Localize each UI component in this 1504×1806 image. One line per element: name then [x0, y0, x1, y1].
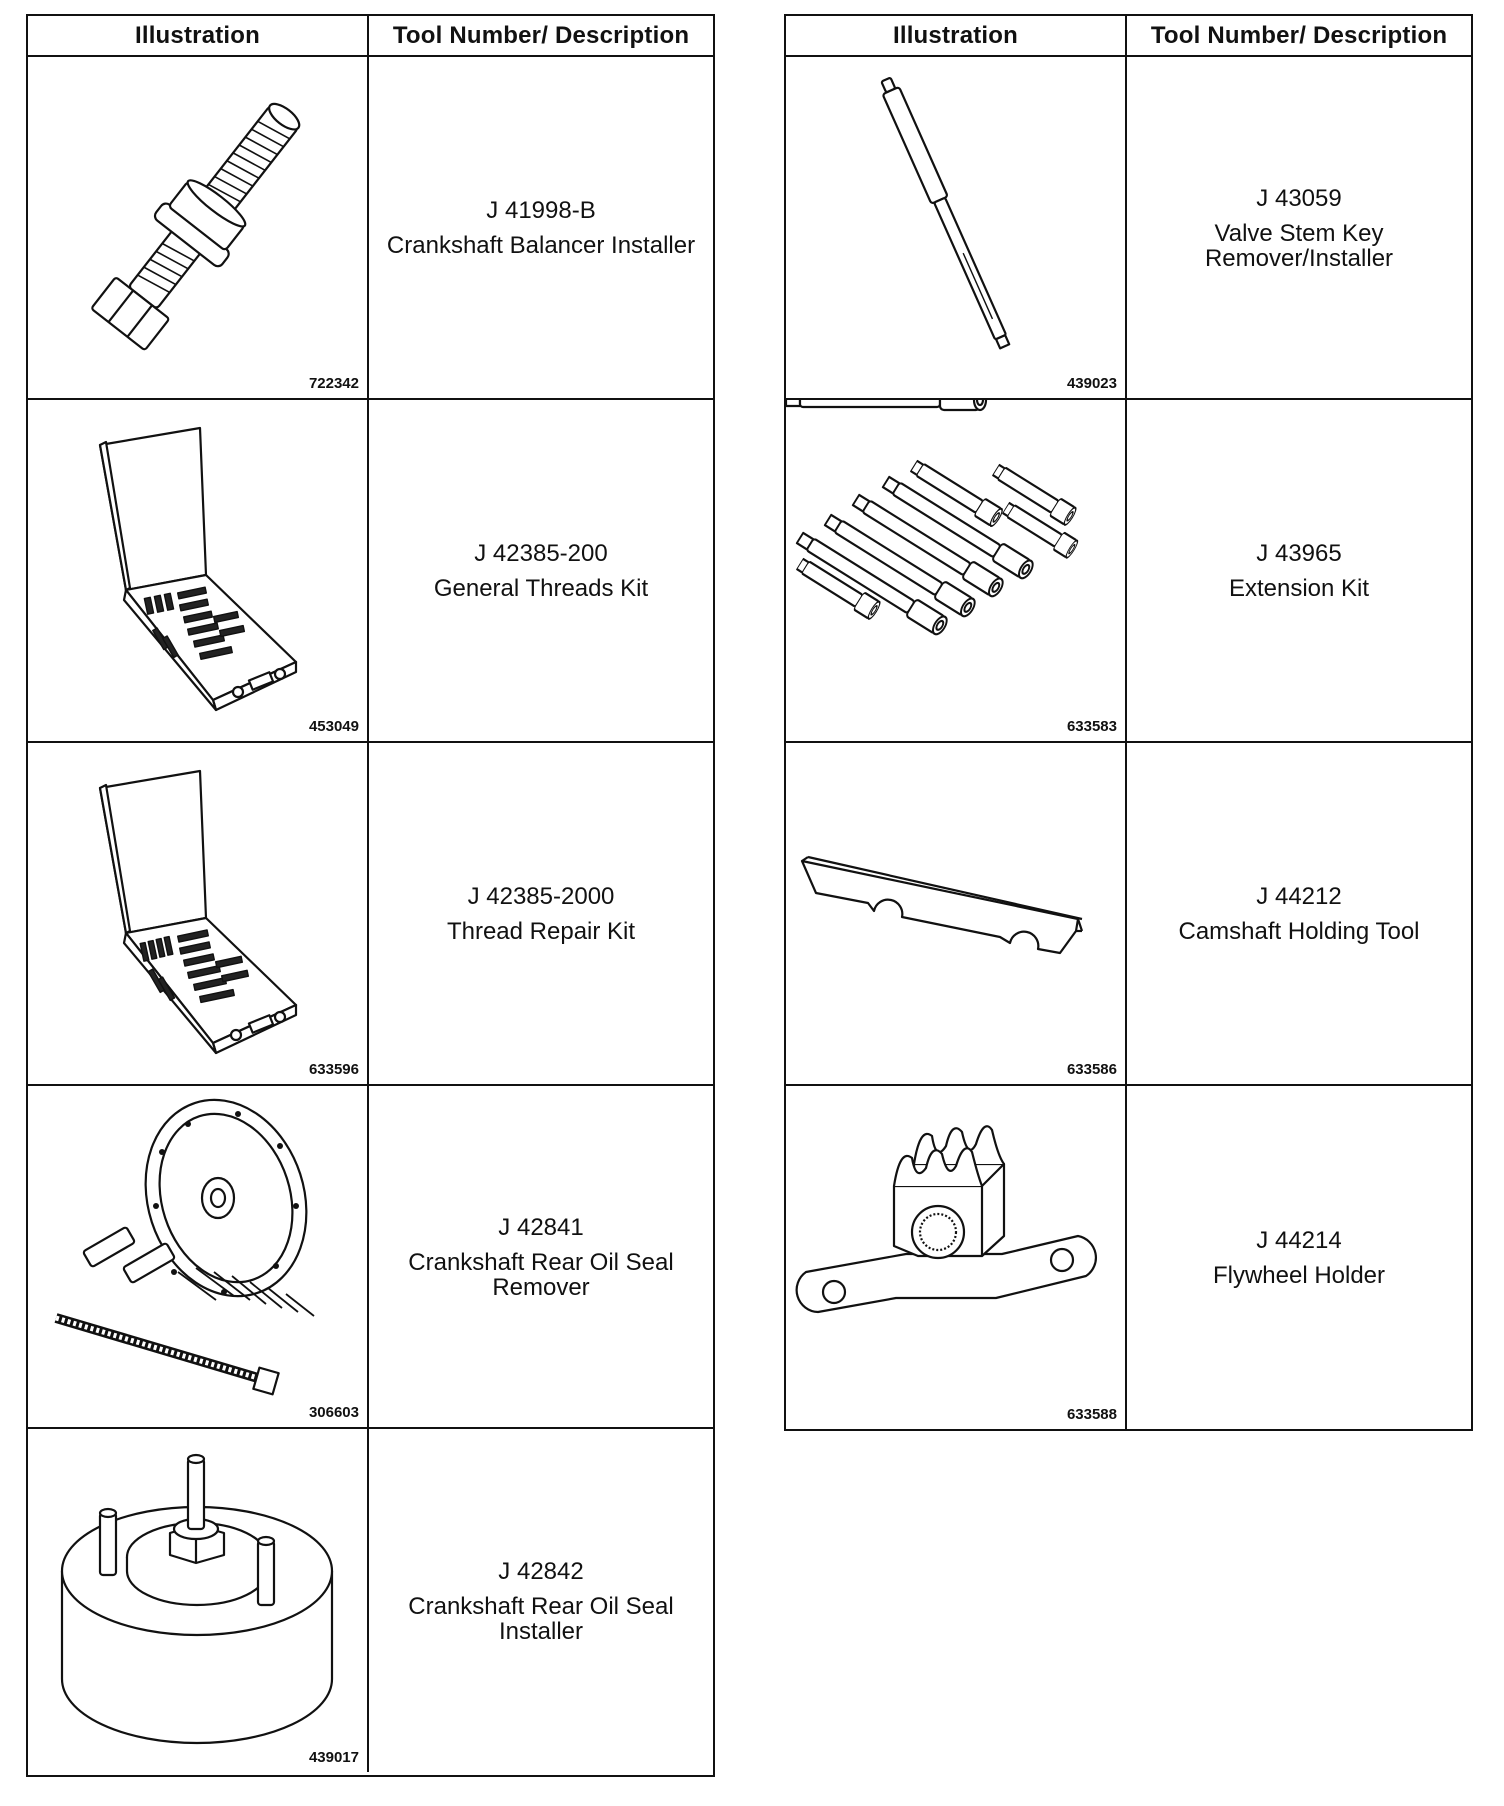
table-header	[786, 16, 1471, 57]
header-illustration: Illustration	[28, 16, 369, 55]
description-cell	[1127, 743, 1471, 1084]
tool-description: General Threads Kit	[433, 575, 649, 602]
description-cell	[369, 1429, 713, 1772]
table-row	[786, 400, 1471, 743]
tool-number: J 42385-2000	[467, 883, 615, 910]
description-cell	[1127, 1086, 1471, 1429]
balancer-installer-illustration	[28, 57, 369, 398]
header-illustration: Illustration	[786, 16, 1127, 55]
description-cell	[369, 743, 713, 1084]
illustration-cell	[28, 400, 369, 741]
tool-description: Crankshaft Rear Oil Seal Remover	[408, 1248, 674, 1301]
tool-description: Crankshaft Balancer Installer	[386, 232, 696, 259]
table-row	[28, 1086, 713, 1429]
description-cell	[1127, 400, 1471, 741]
tool-number: J 41998-B	[486, 197, 596, 224]
illustration-cell	[28, 743, 369, 1084]
tool-description: Thread Repair Kit	[446, 918, 636, 945]
camshaft-holding-tool-illustration	[786, 743, 1127, 1084]
flywheel-holder-illustration	[786, 1086, 1127, 1427]
tool-description: Crankshaft Rear Oil Seal Installer	[408, 1592, 674, 1645]
figure-number: 633596	[308, 1061, 359, 1078]
figure-number: 633583	[1066, 718, 1117, 735]
tool-number: J 42842	[498, 1557, 584, 1585]
illustration-cell	[786, 400, 1127, 741]
figure-number: 722342	[308, 375, 359, 392]
tool-description: Extension Kit	[1228, 575, 1370, 602]
tool-number: J 43059	[1256, 184, 1342, 212]
valve-stem-key-tool-illustration	[786, 57, 1127, 398]
description-cell	[369, 57, 713, 398]
description-cell	[369, 1086, 713, 1427]
tool-number: J 42841	[498, 1213, 584, 1241]
table-row	[28, 743, 713, 1086]
table-row	[28, 1429, 713, 1772]
table-row	[786, 743, 1471, 1086]
table-row	[786, 1086, 1471, 1429]
tool-description: Camshaft Holding Tool	[1178, 918, 1420, 945]
thread-repair-kit-illustration	[28, 743, 369, 1084]
illustration-cell	[786, 57, 1127, 398]
table-row	[28, 400, 713, 743]
tool-table-left	[26, 14, 715, 1777]
figure-number: 453049	[308, 718, 359, 735]
tool-description: Flywheel Holder	[1212, 1262, 1386, 1289]
general-threads-kit-illustration	[28, 400, 369, 741]
illustration-cell	[28, 57, 369, 398]
illustration-cell	[786, 743, 1127, 1084]
tool-table-right	[784, 14, 1473, 1431]
tool-number: J 42385-200	[474, 540, 608, 567]
illustration-cell	[28, 1086, 369, 1427]
tool-number: J 44214	[1256, 1227, 1342, 1254]
description-cell	[1127, 57, 1471, 398]
figure-number: 439023	[1066, 375, 1117, 392]
header-description: Tool Number/ Description	[392, 21, 690, 49]
figure-number: 633588	[1066, 1406, 1117, 1423]
figure-number: 439017	[308, 1749, 359, 1766]
table-row	[28, 57, 713, 400]
tool-number: J 44212	[1256, 883, 1342, 910]
seal-remover-illustration	[28, 1086, 369, 1427]
description-cell	[369, 400, 713, 741]
illustration-cell	[786, 1086, 1127, 1429]
seal-installer-illustration	[28, 1429, 369, 1770]
table-header	[28, 16, 713, 57]
figure-number: 306603	[308, 1404, 359, 1421]
illustration-cell	[28, 1429, 369, 1772]
tool-description: Valve Stem Key Remover/Installer	[1204, 219, 1394, 272]
table-row	[786, 57, 1471, 400]
tool-number: J 43965	[1256, 540, 1342, 567]
figure-number: 633586	[1066, 1061, 1117, 1078]
header-description: Tool Number/ Description	[1150, 21, 1448, 49]
extension-kit-illustration	[786, 400, 1127, 741]
